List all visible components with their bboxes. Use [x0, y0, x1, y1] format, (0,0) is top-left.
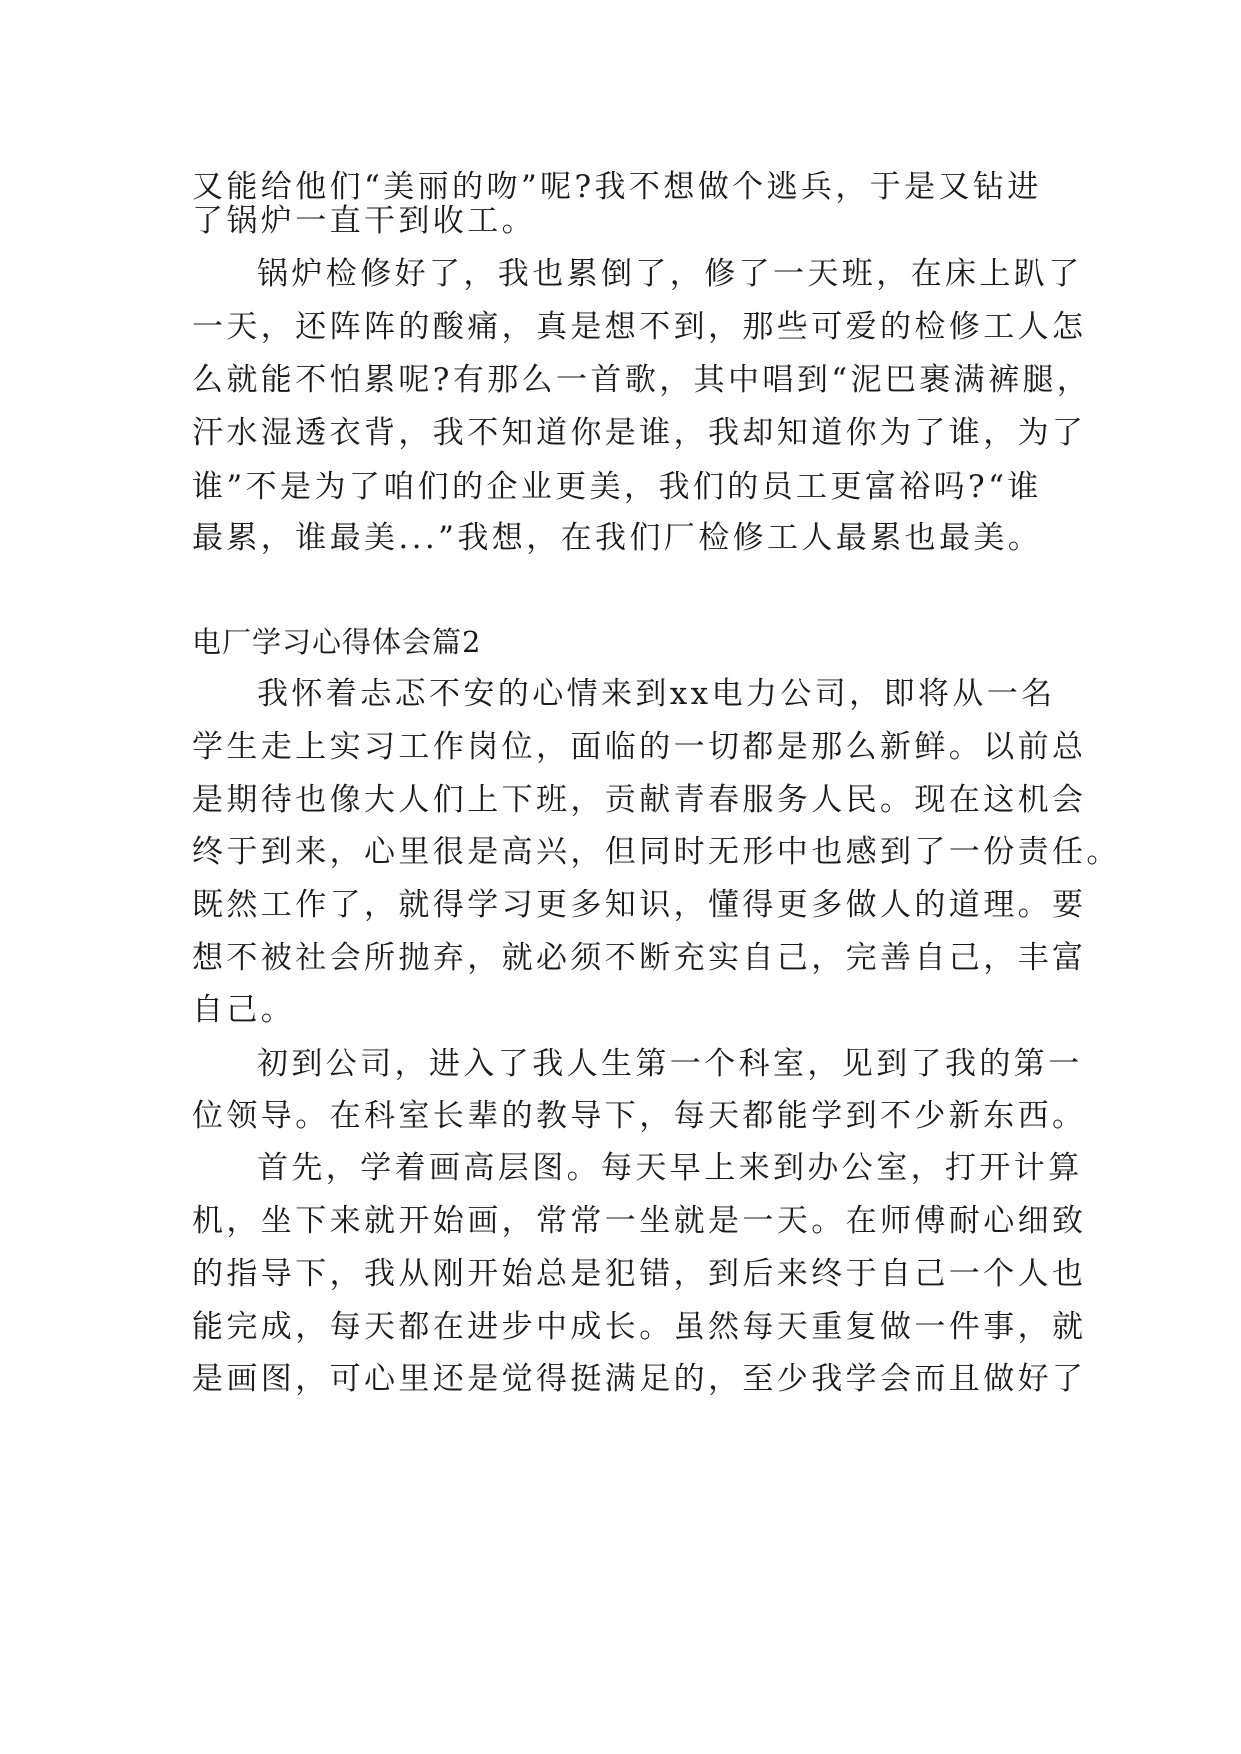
paragraph-line: 我怀着忐忑不安的心情来到xx电力公司，即将从一名	[257, 676, 1056, 712]
paragraph-line: 是画图，可心里还是觉得挺满足的，至少我学会而且做好了	[192, 1361, 1087, 1397]
paragraph-line: 又能给他们“美丽的吻”呢?我不想做个逃兵，于是又钻进	[192, 169, 1042, 205]
paragraph-line: 么就能不怕累呢?有那么一首歌，其中唱到“泥巴裹满裤腿，	[192, 362, 1092, 398]
paragraph-line: 既然工作了，就得学习更多知识，懂得更多做人的道理。要	[192, 887, 1087, 923]
paragraph-line: 初到公司，进入了我人生第一个科室，见到了我的第一	[257, 1046, 1083, 1082]
paragraph-line: 自己。	[192, 992, 296, 1028]
section-heading: 电厂学习心得体会篇2	[192, 625, 482, 659]
paragraph-line: 锅炉检修好了，我也累倒了，修了一天班，在床上趴了	[257, 256, 1083, 292]
paragraph-line: 终于到来，心里很是高兴，但同时无形中也感到了一份责任。	[192, 834, 1121, 870]
paragraph-line: 想不被社会所抛弃，就必须不断充实自己，完善自己，丰富	[192, 940, 1087, 976]
paragraph-line: 机，坐下来就开始画，常常一坐就是一天。在师傅耐心细致	[192, 1203, 1087, 1239]
paragraph-line: 最累，谁最美...”我想，在我们厂检修工人最累也最美。	[192, 520, 1043, 556]
paragraph-line: 能完成，每天都在进步中成长。虽然每天重复做一件事，就	[192, 1309, 1087, 1345]
paragraph-line: 的指导下，我从刚开始总是犯错，到后来终于自己一个人也	[192, 1256, 1087, 1292]
paragraph-line: 首先，学着画高层图。每天早上来到办公室，打开计算	[257, 1150, 1083, 1186]
paragraph-line: 了锅炉一直干到收工。	[192, 203, 536, 239]
paragraph-line: 一天，还阵阵的酸痛，真是想不到，那些可爱的检修工人怎	[192, 309, 1087, 345]
paragraph-line: 位领导。在科室长辈的教导下，每天都能学到不少新东西。	[192, 1098, 1087, 1134]
paragraph-line: 学生走上实习工作岗位，面临的一切都是那么新鲜。以前总	[192, 729, 1087, 765]
paragraph-line: 汗水湿透衣背，我不知道你是谁，我却知道你为了谁，为了	[192, 415, 1087, 451]
paragraph-line: 谁”不是为了咱们的企业更美，我们的员工更富裕吗?“谁	[192, 469, 1042, 505]
paragraph-line: 是期待也像大人们上下班，贡献青春服务人民。现在这机会	[192, 782, 1087, 818]
